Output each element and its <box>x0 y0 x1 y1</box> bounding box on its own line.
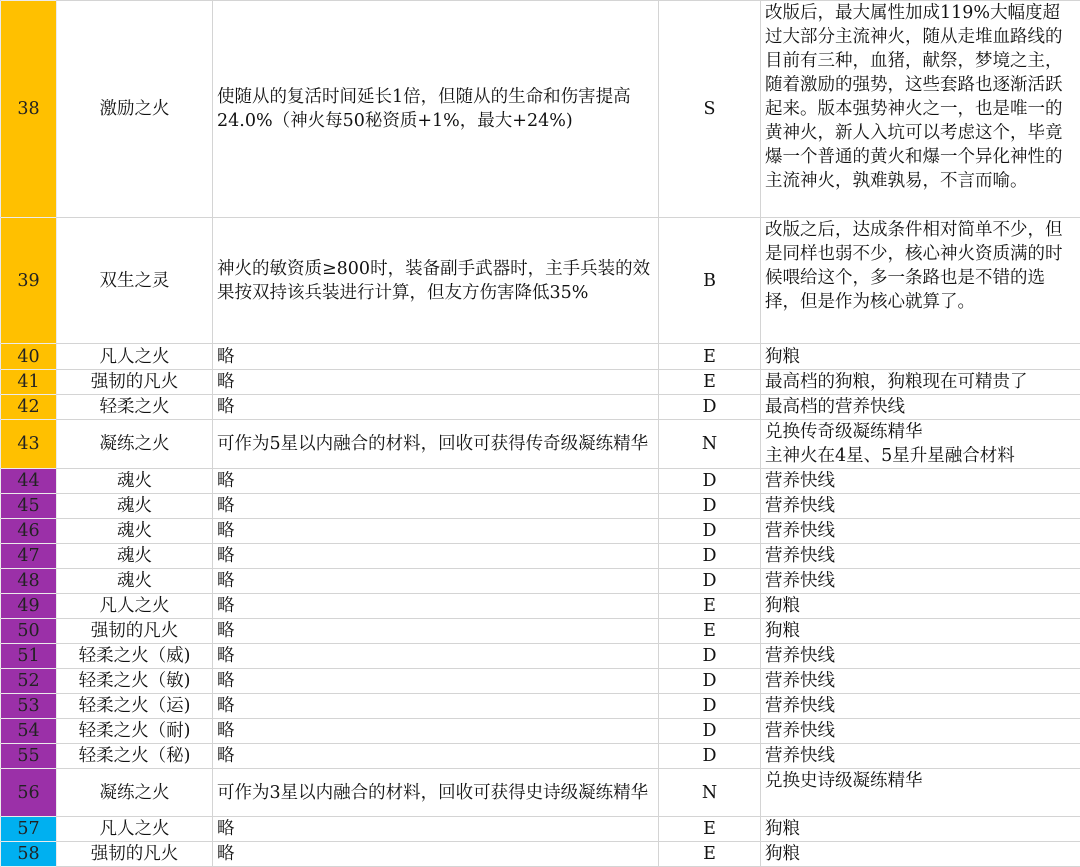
name-cell[interactable]: 轻柔之火（敏) <box>57 669 213 694</box>
row-number-cell[interactable]: 52 <box>1 669 57 694</box>
row-number-cell[interactable]: 54 <box>1 719 57 744</box>
name-cell[interactable]: 轻柔之火（秘) <box>57 744 213 769</box>
table-row <box>1 1 1080 218</box>
note-cell[interactable]: 营养快线 <box>761 569 1080 594</box>
effect-cell[interactable]: 略 <box>213 395 659 420</box>
effect-cell[interactable]: 略 <box>213 842 659 867</box>
name-cell[interactable]: 激励之火 <box>57 1 213 218</box>
grade-cell[interactable]: D <box>659 469 761 494</box>
note-cell[interactable]: 营养快线 <box>761 519 1080 544</box>
table-row <box>1 842 1080 867</box>
grade-cell[interactable]: D <box>659 669 761 694</box>
grade-cell[interactable]: S <box>659 1 761 218</box>
table-row <box>1 544 1080 569</box>
table-row <box>1 469 1080 494</box>
note-cell[interactable]: 营养快线 <box>761 644 1080 669</box>
name-cell[interactable]: 轻柔之火（运) <box>57 694 213 719</box>
table-row <box>1 644 1080 669</box>
table-row <box>1 669 1080 694</box>
name-cell[interactable]: 凝练之火 <box>57 769 213 817</box>
name-cell[interactable]: 强韧的凡火 <box>57 370 213 395</box>
name-cell[interactable]: 轻柔之火（威) <box>57 644 213 669</box>
table-row <box>1 619 1080 644</box>
effect-cell[interactable]: 神火的敏资质≥800时，装备副手武器时，主手兵装的效果按双持该兵装进行计算，但友方伤害降低35% <box>213 218 659 344</box>
note-cell[interactable]: 兑换史诗级凝练精华 <box>761 769 1080 817</box>
name-cell[interactable]: 凝练之火 <box>57 420 213 469</box>
row-number-cell[interactable]: 40 <box>1 344 57 370</box>
note-cell[interactable]: 狗粮 <box>761 842 1080 867</box>
name-cell[interactable]: 魂火 <box>57 519 213 544</box>
effect-cell[interactable]: 可作为5星以内融合的材料，回收可获得传奇级凝练精华 <box>213 420 659 469</box>
table-row <box>1 817 1080 842</box>
name-cell[interactable]: 强韧的凡火 <box>57 842 213 867</box>
effect-cell[interactable]: 略 <box>213 469 659 494</box>
name-cell[interactable]: 魂火 <box>57 569 213 594</box>
grade-cell[interactable]: D <box>659 744 761 769</box>
table-row <box>1 694 1080 719</box>
note-cell[interactable]: 营养快线 <box>761 719 1080 744</box>
grade-cell[interactable]: E <box>659 594 761 619</box>
grade-cell[interactable]: D <box>659 644 761 669</box>
grade-cell[interactable]: E <box>659 817 761 842</box>
note-cell[interactable]: 改版后，最大属性加成119%大幅度超过大部分主流神火，随从走堆血路线的目前有三种，血猪，献祭，梦境之主，随着激励的强势，这些套路也逐渐活跃起来。版本强势神火之一，也是唯一的黄神火，新人入坑可以考虑这个，毕竟爆一个普通的黄火和爆一个异化神性的主流神火，孰难孰易，不言而喻。 <box>761 1 1080 218</box>
table-row <box>1 744 1080 769</box>
name-cell[interactable]: 凡人之火 <box>57 344 213 370</box>
name-cell[interactable]: 魂火 <box>57 469 213 494</box>
effect-cell[interactable]: 略 <box>213 494 659 519</box>
table-row <box>1 719 1080 744</box>
effect-cell[interactable]: 略 <box>213 644 659 669</box>
row-number-cell[interactable]: 45 <box>1 494 57 519</box>
row-number-cell[interactable]: 50 <box>1 619 57 644</box>
effect-cell[interactable]: 略 <box>213 719 659 744</box>
row-number-cell[interactable]: 58 <box>1 842 57 867</box>
table-row <box>1 494 1080 519</box>
row-number-cell[interactable]: 47 <box>1 544 57 569</box>
table-row <box>1 420 1080 469</box>
row-number-cell[interactable]: 38 <box>1 1 57 218</box>
row-number-cell[interactable]: 49 <box>1 594 57 619</box>
effect-cell[interactable]: 略 <box>213 344 659 370</box>
effect-cell[interactable]: 略 <box>213 370 659 395</box>
note-cell[interactable]: 狗粮 <box>761 619 1080 644</box>
row-number-cell[interactable]: 39 <box>1 218 57 344</box>
row-number-cell[interactable]: 46 <box>1 519 57 544</box>
table-row <box>1 395 1080 420</box>
note-cell[interactable]: 营养快线 <box>761 494 1080 519</box>
note-cell[interactable]: 营养快线 <box>761 744 1080 769</box>
grade-cell[interactable]: E <box>659 619 761 644</box>
effect-cell[interactable]: 略 <box>213 817 659 842</box>
grade-cell[interactable]: N <box>659 420 761 469</box>
grade-cell[interactable]: D <box>659 569 761 594</box>
note-cell[interactable]: 狗粮 <box>761 817 1080 842</box>
note-cell[interactable]: 改版之后，达成条件相对简单不少，但是同样也弱不少，核心神火资质满的时候喂给这个，多一条路也是不错的选择，但是作为核心就算了。 <box>761 218 1080 344</box>
grade-cell[interactable]: D <box>659 395 761 420</box>
effect-cell[interactable]: 略 <box>213 519 659 544</box>
note-cell[interactable]: 营养快线 <box>761 544 1080 569</box>
table-row <box>1 218 1080 344</box>
grade-cell[interactable]: E <box>659 842 761 867</box>
table-row <box>1 769 1080 817</box>
effect-cell[interactable]: 使随从的复活时间延长1倍，但随从的生命和伤害提高24.0%（神火每50秘资质+1%，最大+24%) <box>213 1 659 218</box>
effect-cell[interactable]: 略 <box>213 694 659 719</box>
name-cell[interactable]: 强韧的凡火 <box>57 619 213 644</box>
table-row <box>1 344 1080 370</box>
grade-cell[interactable]: E <box>659 370 761 395</box>
row-number-cell[interactable]: 56 <box>1 769 57 817</box>
effect-cell[interactable]: 略 <box>213 744 659 769</box>
effect-cell[interactable]: 略 <box>213 569 659 594</box>
table-row <box>1 569 1080 594</box>
note-cell[interactable]: 最高档的狗粮，狗粮现在可精贵了 <box>761 370 1080 395</box>
row-number-cell[interactable]: 53 <box>1 694 57 719</box>
grade-cell[interactable]: D <box>659 494 761 519</box>
effect-cell[interactable]: 可作为3星以内融合的材料，回收可获得史诗级凝练精华 <box>213 769 659 817</box>
grade-cell[interactable]: E <box>659 344 761 370</box>
table-row <box>1 370 1080 395</box>
note-cell[interactable]: 营养快线 <box>761 669 1080 694</box>
row-number-cell[interactable]: 48 <box>1 569 57 594</box>
note-cell[interactable]: 狗粮 <box>761 594 1080 619</box>
row-number-cell[interactable]: 41 <box>1 370 57 395</box>
name-cell[interactable]: 凡人之火 <box>57 594 213 619</box>
name-cell[interactable]: 魂火 <box>57 494 213 519</box>
grade-cell[interactable]: B <box>659 218 761 344</box>
effect-cell[interactable]: 略 <box>213 619 659 644</box>
row-number-cell[interactable]: 43 <box>1 420 57 469</box>
grade-cell[interactable]: N <box>659 769 761 817</box>
grade-cell[interactable]: D <box>659 694 761 719</box>
row-number-cell[interactable]: 44 <box>1 469 57 494</box>
table-row <box>1 594 1080 619</box>
name-cell[interactable]: 轻柔之火 <box>57 395 213 420</box>
name-cell[interactable]: 魂火 <box>57 544 213 569</box>
note-cell[interactable]: 兑换传奇级凝练精华 主神火在4星、5星升星融合材料 <box>761 420 1080 469</box>
note-cell[interactable]: 最高档的营养快线 <box>761 395 1080 420</box>
effect-cell[interactable]: 略 <box>213 594 659 619</box>
grade-cell[interactable]: D <box>659 519 761 544</box>
effect-cell[interactable]: 略 <box>213 669 659 694</box>
note-cell[interactable]: 狗粮 <box>761 344 1080 370</box>
table-row <box>1 519 1080 544</box>
row-number-cell[interactable]: 42 <box>1 395 57 420</box>
name-cell[interactable]: 双生之灵 <box>57 218 213 344</box>
row-number-cell[interactable]: 55 <box>1 744 57 769</box>
note-cell[interactable]: 营养快线 <box>761 694 1080 719</box>
grade-cell[interactable]: D <box>659 544 761 569</box>
note-cell[interactable]: 营养快线 <box>761 469 1080 494</box>
name-cell[interactable]: 凡人之火 <box>57 817 213 842</box>
row-number-cell[interactable]: 51 <box>1 644 57 669</box>
effect-cell[interactable]: 略 <box>213 544 659 569</box>
name-cell[interactable]: 轻柔之火（耐) <box>57 719 213 744</box>
row-number-cell[interactable]: 57 <box>1 817 57 842</box>
grade-cell[interactable]: D <box>659 719 761 744</box>
